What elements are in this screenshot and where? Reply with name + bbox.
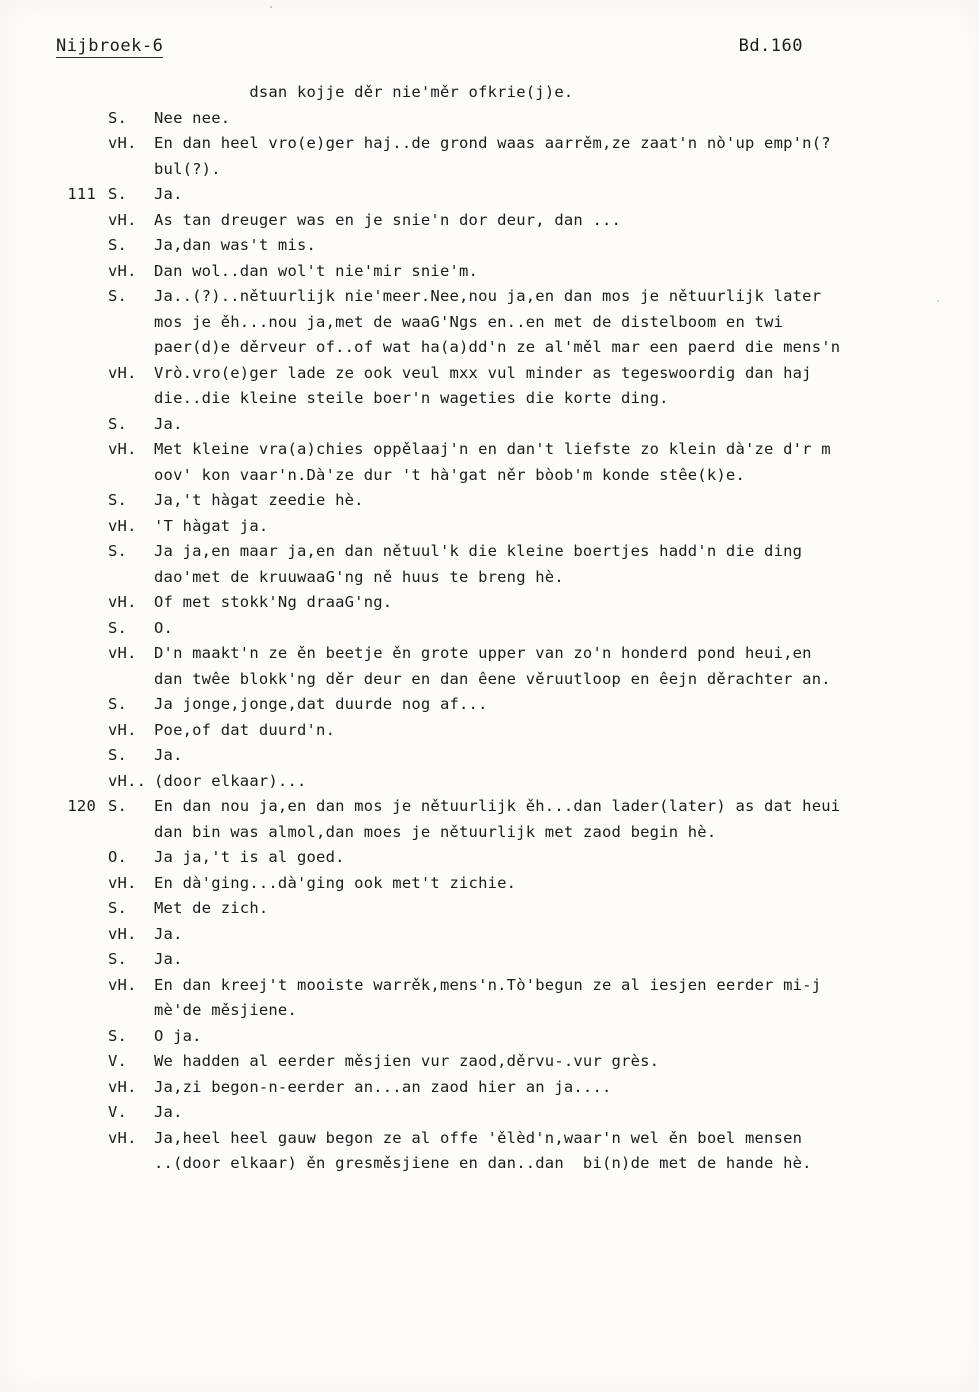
transcript-line [56,998,959,1024]
transcript-line [56,182,959,208]
transcript-line [56,437,959,463]
speaker-label: vH. [108,873,137,892]
speaker-label: vH. [108,1077,137,1096]
transcript-line [56,412,959,438]
transcript-line [56,233,959,259]
speaker-label: vH. [108,516,137,535]
transcript-line [56,284,959,310]
utterance-text: oov' kon vaar'n.Dà'ze dur 't hà'gat něr bòob'm konde stêe(k)e. [154,465,745,484]
transcript-line [56,871,959,897]
transcript-line [56,131,959,157]
transcript-body [56,80,959,1382]
transcript-line [56,80,959,106]
transcript-line [56,1049,959,1075]
ink-smudge [270,6,272,8]
utterance-text: mè'de měsjiene. [154,1001,297,1019]
speaker-label: S. [108,695,128,713]
speaker-label: vH. [108,720,137,739]
utterance-text: Ja. [154,185,183,203]
transcript-line [56,973,959,999]
utterance-text: Ja,dan was't mis. [154,236,317,254]
transcript-line [56,769,959,795]
speaker-label: S. [108,287,128,305]
utterance-text: Vrò.vro(e)ger lade ze ook veul mxx vul minder as tegeswoordig dan haj [154,363,812,382]
utterance-text: ..(door elkaar) ěn gresměsjiene en dan..dan bi(n)de met de hande hè. [154,1154,812,1172]
transcript-line [56,667,959,693]
transcript-line [56,1075,959,1101]
speaker-label: vH. [108,440,137,458]
transcript-line [56,692,959,718]
transcript-line [56,259,959,285]
speaker-label: S. [108,414,128,433]
transcript-line [56,565,959,591]
utterance-text: Ja,'t hàgat zeedie hè. [154,491,364,509]
speaker-label: S. [108,491,128,509]
speaker-label: vH. [108,644,137,662]
transcript-line [56,845,959,871]
transcript-line [56,539,959,565]
utterance-text: Ja jonge,jonge,dat duurde nog af... [154,695,488,713]
utterance-text: Ja,heel heel gauw begon ze al offe 'ělèd'n,waar'n wel ěn boel mensen [154,1128,803,1147]
utterance-text: die..die kleine steile boer'n wageties die korte ding. [154,389,669,407]
utterance-text: Ja ja,en maar ja,en dan nětuul'k die kleine boertjes hadd'n die ding [154,542,803,560]
speaker-label: vH. [108,975,137,994]
speaker-label: V. [108,1103,128,1121]
transcript-line [56,106,959,132]
utterance-text: Ja,zi begon-n-eerder an...an zaod hier an ja.... [154,1077,612,1096]
utterance-text: mos je ěh...nou ja,met de waaG'Ngs en..en met de distelboom en twi [154,312,784,331]
utterance-text: Poe,of dat duurd'n. [154,720,336,739]
transcript-line [56,208,959,234]
utterance-text: Of met stokk'Ng draaG'ng. [154,593,393,611]
utterance-text: (door elkaar)... [154,771,307,790]
transcript-line [56,361,959,387]
transcript-line [56,1126,959,1152]
transcript-line [56,335,959,361]
transcript-line [56,718,959,744]
utterance-text: Ja..(?)..nětuurlijk nie'meer.Nee,nou ja,en dan mos je nětuurlijk later [154,287,822,305]
transcript-line [56,896,959,922]
transcript-line [56,743,959,769]
speaker-label: vH. [108,1128,137,1147]
utterance-text: Ja ja,'t is al goed. [154,848,345,866]
transcript-line [56,310,959,336]
utterance-text: Ja. [154,1103,183,1121]
utterance-text: O. [154,618,174,637]
speaker-label: vH. [108,261,137,280]
utterance-text: 'T hàgat ja. [154,516,269,535]
utterance-text: Met kleine vra(a)chies oppělaaj'n en dan't liefste zo klein dà'ze d'r m [154,440,831,458]
utterance-text: dao'met de kruuwaaG'ng ně huus te breng hè. [154,567,564,586]
utterance-text: En dan heel vro(e)ger haj..de grond waas aarrěm,ze zaat'n nò'up emp'n(? [154,134,831,152]
transcript-line [56,514,959,540]
speaker-label: V. [108,1052,128,1070]
transcript-line [56,386,959,412]
utterance-text: En dan nou ja,en dan mos je nětuurlijk ěh...dan lader(later) as dat heui [154,797,841,815]
speaker-label: S. [108,618,128,637]
speaker-label: S. [108,236,128,254]
page-header [56,36,923,62]
transcript-line [56,1100,959,1126]
utterance-text: Ja. [154,746,183,764]
utterance-text: paer(d)e děrveur of..of wat ha(a)dd'n ze al'měl mar een paerd die mens'n [154,338,841,356]
utterance-text: We hadden al eerder měsjien vur zaod,děrvu-.vur grès. [154,1052,660,1070]
speaker-label: S. [108,185,128,203]
transcript-line [56,641,959,667]
transcript-line [56,1151,959,1177]
utterance-text: Dan wol..dan wol't nie'mir snie'm. [154,261,479,280]
speaker-label: O. [108,848,128,866]
transcript-line [56,820,959,846]
speaker-label: S. [108,108,128,127]
transcript-line [56,488,959,514]
speaker-label: vH. [108,134,137,152]
utterance-text: D'n maakt'n ze ěn beetje ěn grote upper van zo'n honderd pond heui,en [154,644,812,662]
utterance-text: Ja. [154,924,183,943]
document-id: Nijbroek-6 [56,36,164,56]
utterance-text: Nee nee. [154,108,231,127]
transcript-line [56,590,959,616]
speaker-label: S. [108,542,128,560]
utterance-text: dan bin was almol,dan moes je nětuurlijk met zaod begin hè. [154,822,717,841]
speaker-label: vH. [108,593,137,611]
speaker-label: S. [108,899,128,917]
transcript-line [56,947,959,973]
utterance-text: As tan dreuger was en je snie'n dor deur, dan ... [154,210,622,229]
utterance-text: En dan kreej't mooiste warrěk,mens'n.Tò'begun ze al iesjen eerder mi-j [154,975,822,994]
utterance-text: En dà'ging...dà'ging ook met't zichie. [154,873,517,892]
document-reference: Bd.160 [738,36,803,56]
transcript-line [56,922,959,948]
speaker-label: S. [108,797,128,815]
transcript-line [56,157,959,183]
speaker-label: vH.. [108,771,147,790]
speaker-label: vH. [108,363,137,382]
line-number: 120 [67,797,96,815]
speaker-label: S. [108,950,128,968]
utterance-text: dsan kojje děr nie'měr ofkrie(j)e. [154,83,574,101]
utterance-text: bul(?). [154,159,221,178]
speaker-label: vH. [108,924,137,943]
transcript-line [56,794,959,820]
speaker-label: S. [108,746,128,764]
transcript-line [56,616,959,642]
line-number: 111 [67,185,96,203]
transcript-line [56,1024,959,1050]
speaker-label: S. [108,1026,128,1045]
utterance-text: dan twêe blokk'ng děr deur en dan êene věruutloop en êejn děrachter an. [154,669,831,688]
utterance-text: Ja. [154,414,183,433]
utterance-text: O ja. [154,1026,202,1045]
transcript-line [56,463,959,489]
utterance-text: Ja. [154,950,183,968]
speaker-label: vH. [108,210,137,229]
utterance-text: Met de zich. [154,899,269,917]
